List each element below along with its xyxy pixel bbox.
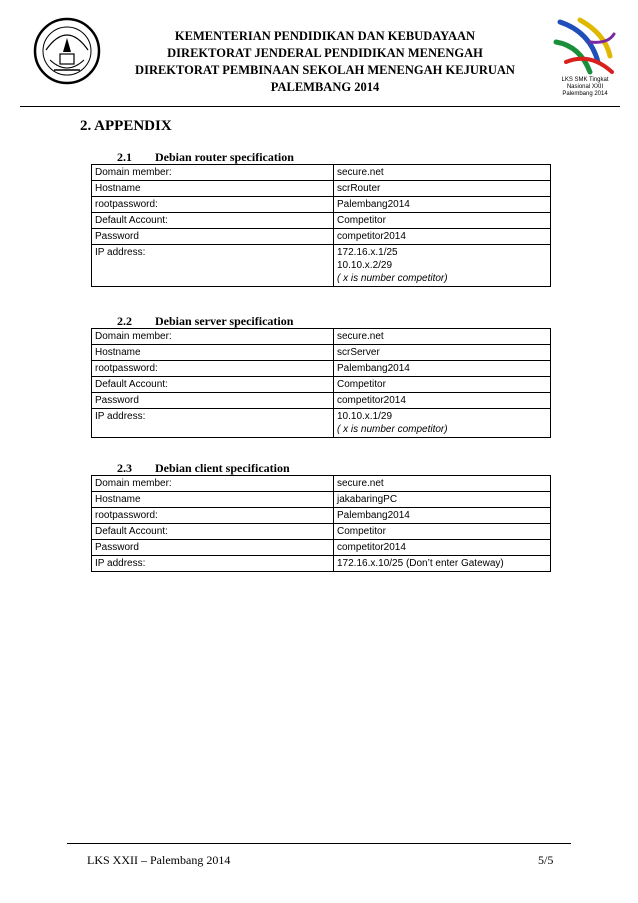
spec-key: Default Account: — [92, 524, 334, 540]
header-title — [110, 28, 540, 96]
header-line: PALEMBANG 2014 — [270, 80, 380, 94]
spec-value: scrServer — [334, 345, 551, 361]
table-row — [92, 213, 551, 229]
note-text: ( x is number competitor) — [337, 424, 448, 435]
spec-value: secure.net — [334, 165, 551, 181]
footer-divider — [67, 843, 571, 844]
spec-value: competitor2014 — [334, 229, 551, 245]
subsection-heading: 2.2 Debian server specification — [117, 314, 294, 328]
spec-value: secure.net — [334, 329, 551, 345]
spec-value: Competitor — [334, 213, 551, 229]
table-row — [92, 409, 551, 438]
table-row — [92, 197, 551, 213]
table-row — [92, 361, 551, 377]
section-title: 2. APPENDIX — [80, 118, 172, 134]
spec-key: Hostname — [92, 492, 334, 508]
spec-key: Domain member: — [92, 329, 334, 345]
spec-value: Competitor — [334, 377, 551, 393]
spec-value: 172.16.x.1/25 10.10.x.2/29 ( x is number competitor) — [334, 245, 551, 287]
subsection-heading: 2.3 Debian client specification — [117, 461, 290, 475]
table-row — [92, 393, 551, 409]
event-logo-text: LKS SMK Tingkat Nasional XXII Palembang 2014 — [561, 77, 609, 97]
spec-value: 10.10.x.1/29 ( x is number competitor) — [334, 409, 551, 438]
table-row — [92, 508, 551, 524]
spec-key: Password — [92, 393, 334, 409]
note-text: ( x is number competitor) — [337, 273, 448, 284]
spec-key: Default Account: — [92, 213, 334, 229]
spec-value: Competitor — [334, 524, 551, 540]
spec-key: Password — [92, 229, 334, 245]
table-row — [92, 476, 551, 492]
table-row — [92, 181, 551, 197]
subsection-heading: 2.1 Debian router specification — [117, 150, 294, 164]
page-header — [20, 6, 620, 107]
table-row — [92, 492, 551, 508]
header-line: DIREKTORAT PEMBINAAN SEKOLAH MENENGAH KEJURUAN — [135, 63, 515, 77]
table-row — [92, 556, 551, 572]
table-row — [92, 329, 551, 345]
ministry-emblem-icon — [32, 16, 102, 86]
event-logo-icon — [550, 12, 620, 82]
spec-key: Password — [92, 540, 334, 556]
client-spec-table — [91, 475, 551, 572]
server-spec-table — [91, 328, 551, 438]
footer-text: LKS XXII – Palembang 2014 — [87, 853, 231, 867]
spec-key: IP address: — [92, 556, 334, 572]
table-row — [92, 165, 551, 181]
spec-key: rootpassword: — [92, 361, 334, 377]
spec-value: Palembang2014 — [334, 508, 551, 524]
page-number: 5/5 — [538, 853, 554, 867]
header-line: DIREKTORAT JENDERAL PENDIDIKAN MENENGAH — [167, 46, 483, 60]
spec-value: competitor2014 — [334, 393, 551, 409]
spec-key: IP address: — [92, 245, 334, 287]
spec-key: Domain member: — [92, 476, 334, 492]
header-line: KEMENTERIAN PENDIDIKAN DAN KEBUDAYAAN — [174, 29, 476, 43]
spec-value: Palembang2014 — [334, 197, 551, 213]
table-row — [92, 229, 551, 245]
table-row — [92, 377, 551, 393]
spec-key: rootpassword: — [92, 508, 334, 524]
spec-value: secure.net — [334, 476, 551, 492]
table-row — [92, 540, 551, 556]
table-row — [92, 245, 551, 287]
spec-value: Palembang2014 — [334, 361, 551, 377]
spec-key: Default Account: — [92, 377, 334, 393]
spec-key: rootpassword: — [92, 197, 334, 213]
router-spec-table — [91, 164, 551, 287]
spec-value: 172.16.x.10/25 (Don’t enter Gateway) — [334, 556, 551, 572]
spec-key: Hostname — [92, 345, 334, 361]
spec-key: Hostname — [92, 181, 334, 197]
spec-key: Domain member: — [92, 165, 334, 181]
event-logo — [550, 12, 620, 98]
spec-value: competitor2014 — [334, 540, 551, 556]
table-row — [92, 345, 551, 361]
spec-value: jakabaringPC — [334, 492, 551, 508]
spec-key: IP address: — [92, 409, 334, 438]
table-row — [92, 524, 551, 540]
spec-value: scrRouter — [334, 181, 551, 197]
